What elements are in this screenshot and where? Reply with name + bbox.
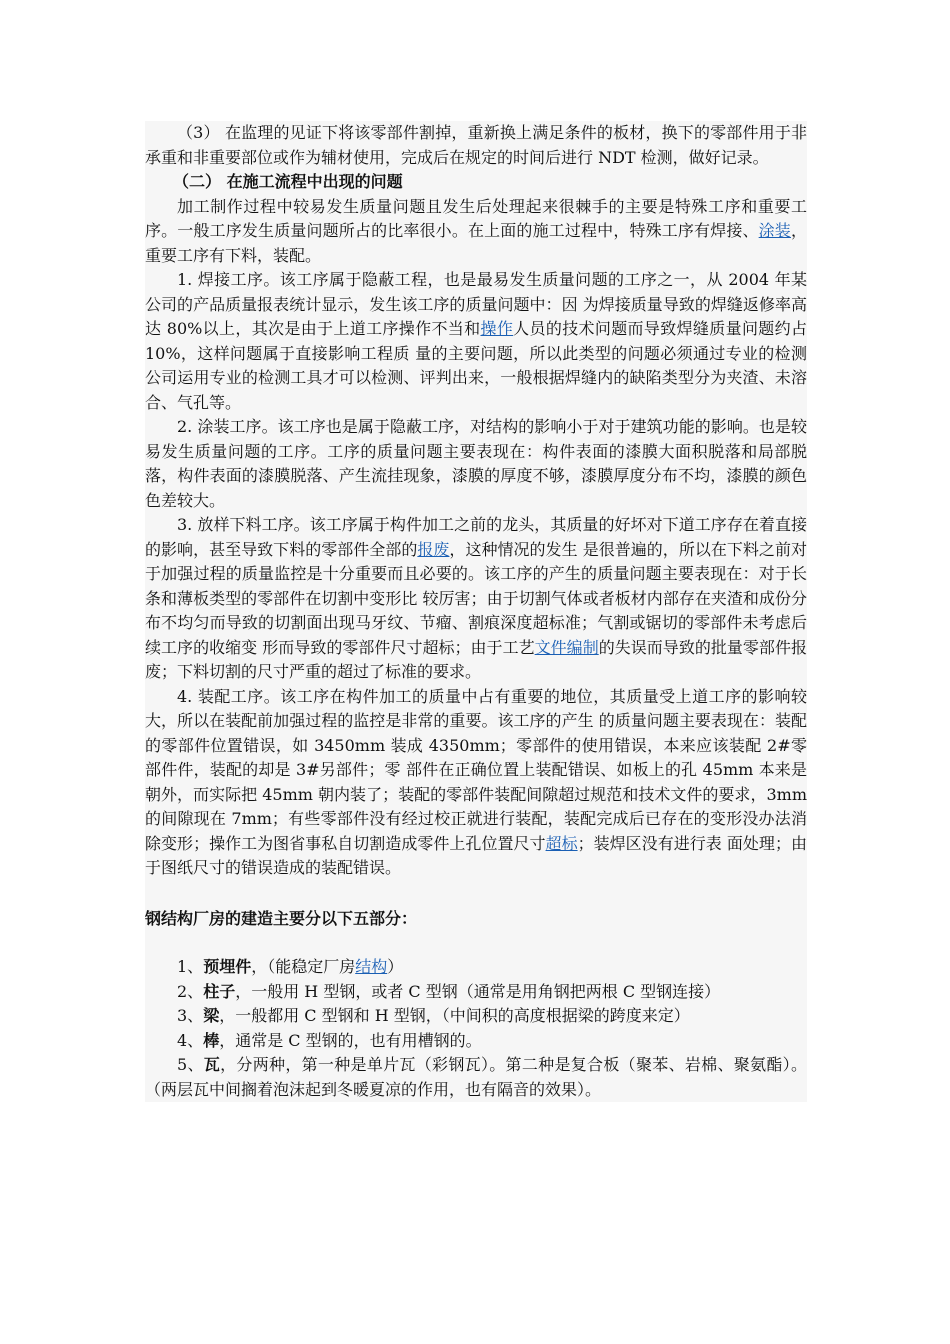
paragraph-assembly <box>145 685 807 881</box>
text: ，重要工序有下料，装配。 <box>145 221 807 265</box>
list-item <box>145 980 807 1005</box>
text: 加工制作过程中较易发生质量问题且发生后处理起来很棘手的主要是特殊工序和重要工序。一般工序发生质量问题所占的比率很小。在上面的施工过程中，特殊工序有焊接、 <box>145 196 807 240</box>
text: ；装焊区没有进行表 面处理；由于图纸尺寸的错误造成的装配错误。 <box>145 833 807 877</box>
section-title-steel-structure: 钢结构厂房的建造主要分以下五部分： <box>145 908 418 928</box>
item-text: ，（能稳定厂房 <box>251 957 356 976</box>
item-number: 2、 <box>177 981 204 1001</box>
item-term: 柱子 <box>203 981 236 1001</box>
item-number: 1、 <box>177 957 204 976</box>
item-number: 3、 <box>177 1006 204 1025</box>
paragraph-intro <box>145 195 807 269</box>
link-document-compilation[interactable]: 文件编制 <box>534 637 599 657</box>
item-term: 棒 <box>203 1030 220 1050</box>
paragraph-welding <box>145 268 807 415</box>
document-body <box>145 121 807 1102</box>
item-number: 4、 <box>177 1030 204 1050</box>
item-term: 预埋件 <box>203 957 252 976</box>
item-text: ） <box>387 957 404 976</box>
text: 人员的技术问题而导致焊缝质量问题约占 10%，这样问题属于直接影响工程质 量的主要问题，所以此类型的问题必须通过专业的检测公司运用专业的检测工具才可以检测、评判出来，一般根据焊缝内的缺陷类型分为夹渣、未溶合、气孔等。 <box>145 319 807 412</box>
item-text: ，通常是 C 型钢的，也有用槽钢的。 <box>219 1030 482 1050</box>
list-item <box>145 1053 807 1102</box>
paragraph-coating: 2. 涂装工序。该工序也是属于隐蔽工序，对结构的影响小于对于建筑功能的影响。也是较易发生质量问题的工序。工序的质量问题主要表现在：构件表面的漆膜大面积脱落和局部脱落，构件表面的漆膜脱落、产生流挂现象，漆膜的厚度不够，漆膜厚度分布不均，漆膜的颜色色差较大。 <box>145 417 807 510</box>
text: 4. 装配工序。该工序在构件加工的质量中占有重要的地位，其质量受上道工序的影响较大，所以在装配前加强过程的监控是非常的重要。该工序的产生 的质量问题主要表现在：装配的零部件位置错误，如 3450mm 装成 4350mm；零部件的使用错误，本来应该装配 2#零部件件，装配的却是 3#另部件；零 部件在正确位置上装配错误、如板上的孔 45mm 本来是朝外，而实际把 45mm 朝内装了；装配的零部件装配间隙超过规范和技术文件的要求，3mm 的间隙现在 7mm；有些零部件没有经过校正就进行装配，装配完成后已存在的变形没办法消除变形；操作工为图省事私自切割造成零件上孔位置尺寸 <box>145 686 807 853</box>
item-term: 梁 <box>203 1006 220 1025</box>
item-number: 5、 <box>177 1055 204 1074</box>
item-text: ，一般都用 C 型钢和 H 型钢，（中间积的高度根据梁的跨度来定） <box>219 1006 690 1025</box>
link-operation[interactable]: 操作 <box>480 319 514 338</box>
paragraph-step-3: （3） 在监理的见证下将该零部件割掉，重新换上满足条件的板材，换下的零部件用于非承重和非重要部位或作为辅材使用，完成后在规定的时间后进行 NDT 检测，做好记录。 <box>145 123 807 167</box>
spacer <box>145 931 807 955</box>
text: 1. 焊接工序。该工序属于隐蔽工程，也是最易发生质量问题的工序之一，从 2004 年某公司的产品质量报表统计显示，发生该工序的质量问题中：因 为焊接质量导致的焊缝返修率高达 80%以上，其次是由于上道工序操作不当和 <box>145 270 807 338</box>
text: 3. 放样下料工序。该工序属于构件加工之前的龙头，其质量的好坏对下道工序存在着直接的影响，甚至导致下料的零部件全部的 <box>145 515 807 559</box>
item-text: ，一般用 H 型钢，或者 C 型钢（通常是用角钢把两根 C 型钢连接） <box>235 981 721 1001</box>
list-item <box>145 1029 807 1054</box>
link-structure[interactable]: 结构 <box>355 957 388 976</box>
item-term: 瓦 <box>203 1055 221 1074</box>
text: ，这种情况的发生 是很普遍的，所以在下料之前对于加强过程的质量监控是十分重要而且必要的。该工序的产生的质量问题主要表现在：对于长条和薄板类型的零部件在切割中变形比 较厉害；由于切割气体或者板材内部存在夹渣和成份分布不均匀而导致的切割面出现马牙纹、节瘤、割痕深度超标准；气割或锯切的零部件未考虑后续工序的收缩变 形而导致的零部件尺寸超标；由于工艺 <box>145 539 807 657</box>
paragraph-cutting <box>145 513 807 685</box>
section-heading-2: （二） 在施工流程中出现的问题 <box>173 172 403 191</box>
text: 的失误而导致的批量零部件报废；下料切割的尺寸严重的超过了标准的要求。 <box>145 637 807 681</box>
list-item <box>145 1004 807 1029</box>
link-exceed-standard[interactable]: 超标 <box>545 833 578 853</box>
item-text: ，分两种，第一种是单片瓦（彩钢瓦）。第二种是复合板（聚苯、岩棉、聚氨酯）。（两层瓦中间搁着泡沫起到冬暖夏凉的作用，也有隔音的效果）。 <box>145 1055 807 1099</box>
spacer <box>145 881 807 905</box>
link-scrap[interactable]: 报废 <box>417 539 450 559</box>
link-coating[interactable]: 涂装 <box>758 221 791 240</box>
list-item <box>145 955 807 980</box>
